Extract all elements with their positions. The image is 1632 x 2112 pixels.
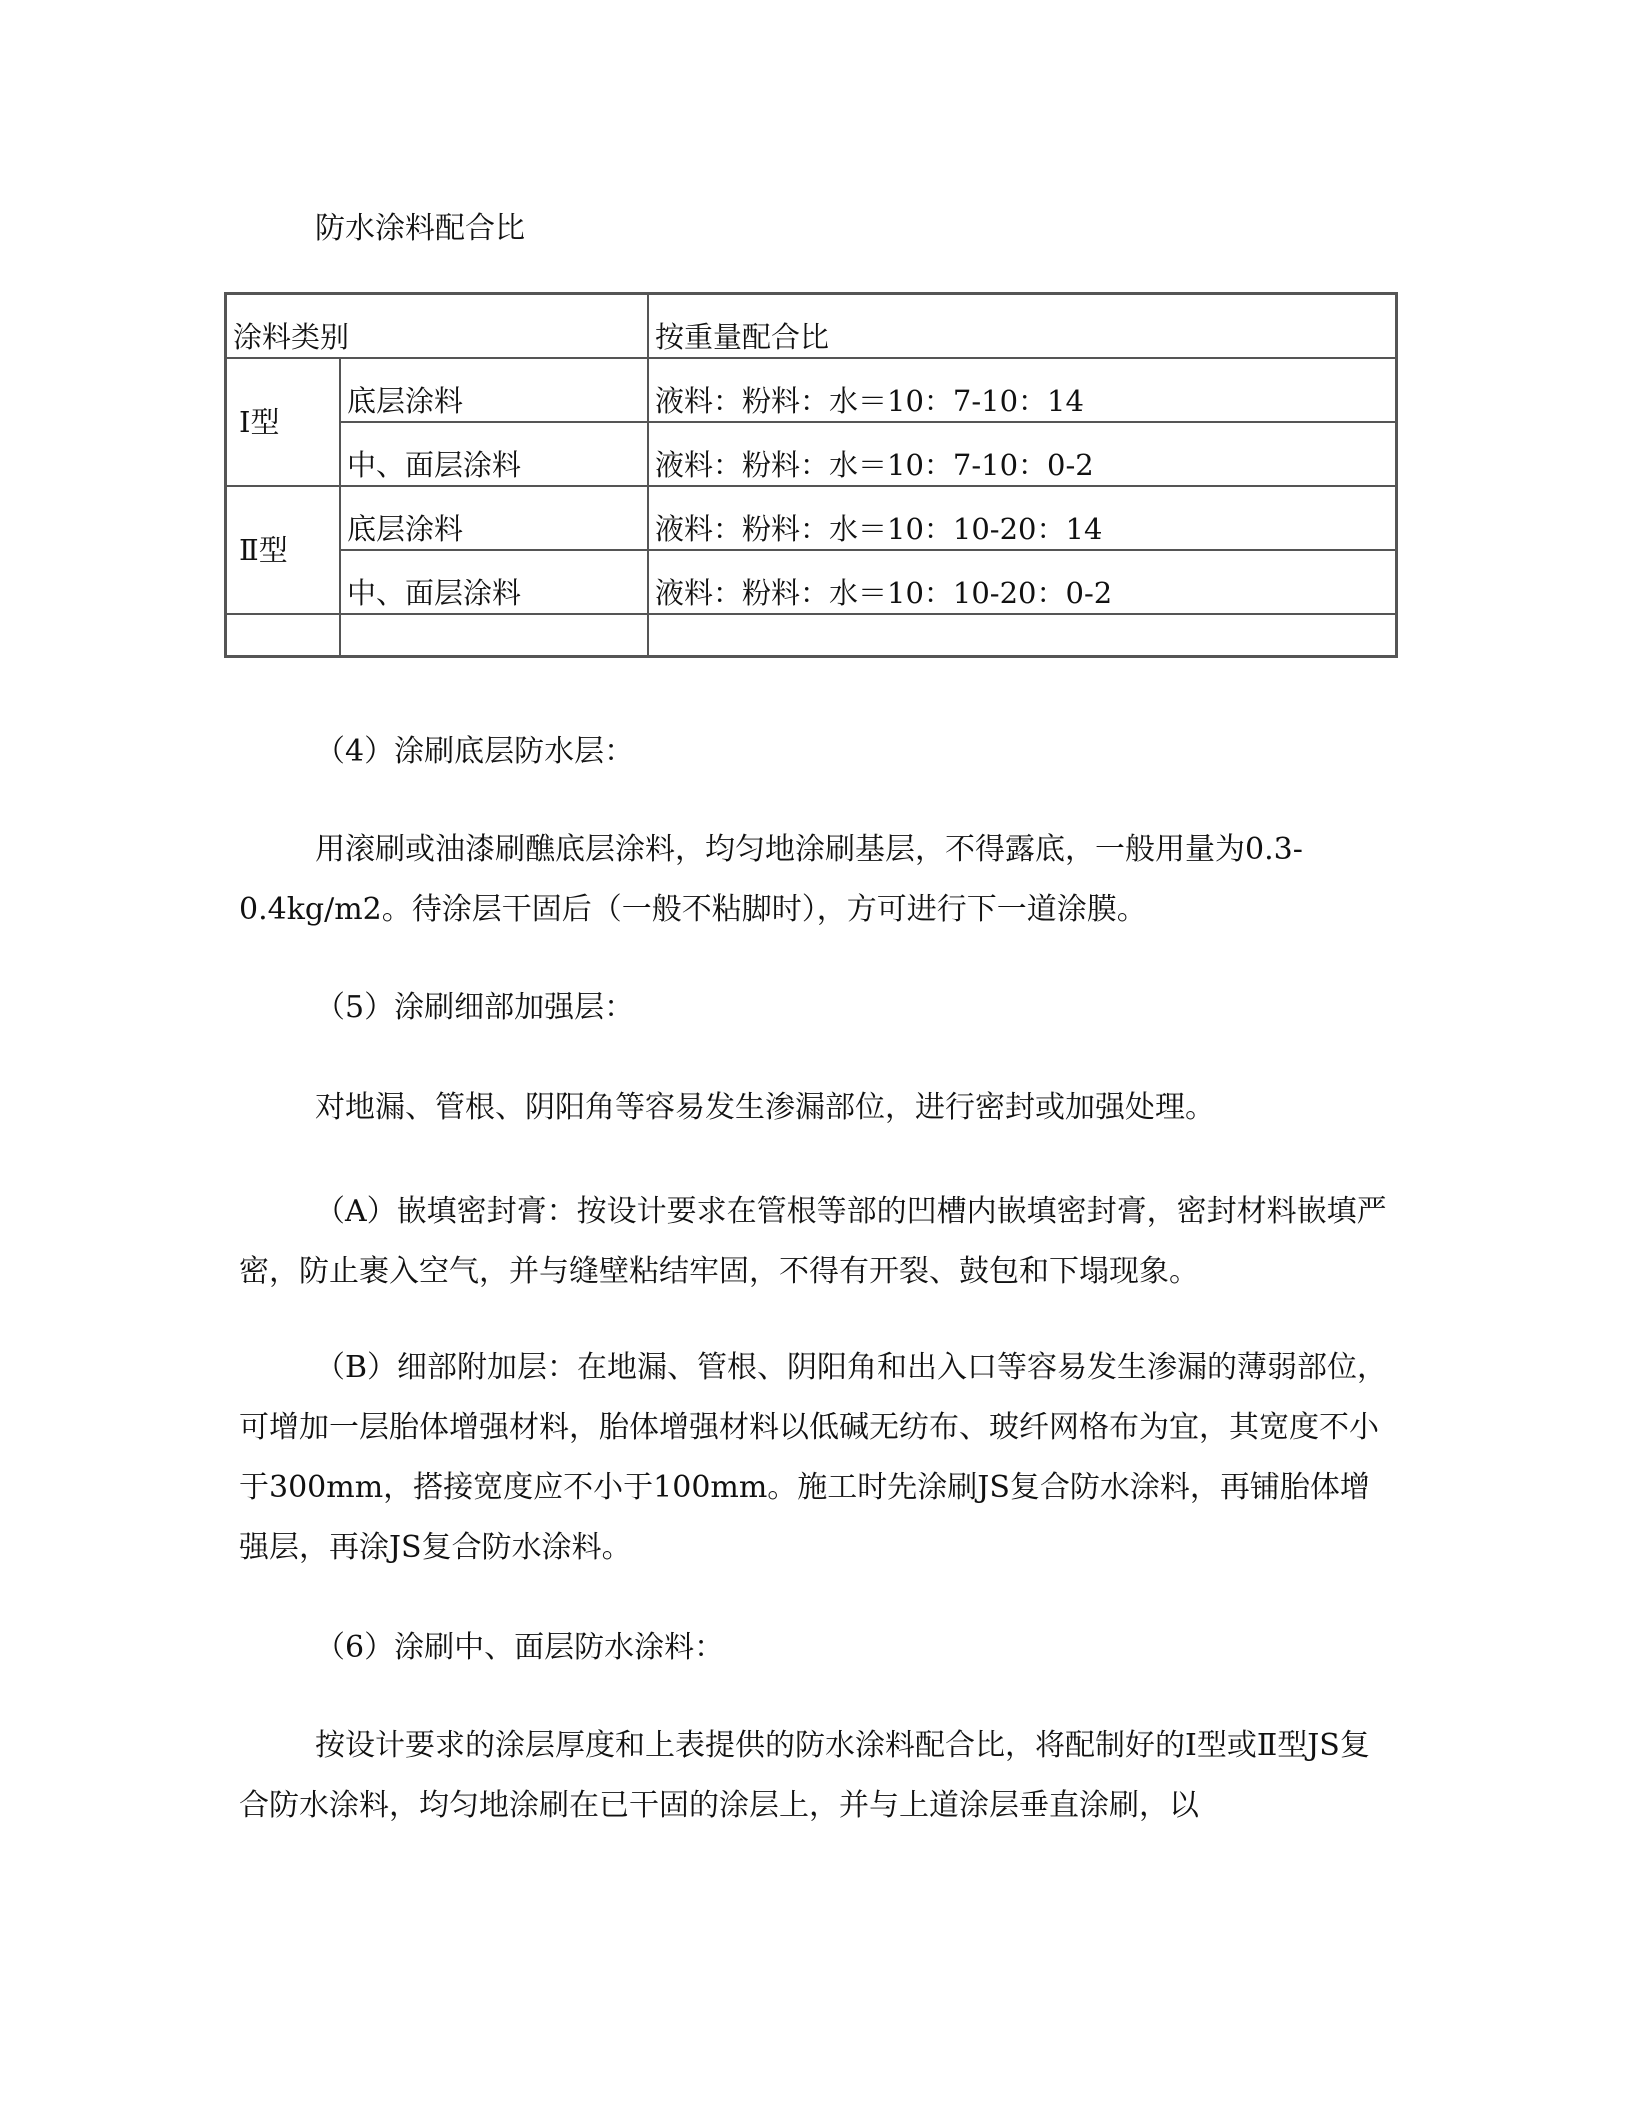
header-ratio: 按重量配合比 [648,294,1397,359]
table-row [226,486,1397,550]
mix-ratio-table [224,292,1398,658]
table-row [226,550,1397,614]
section-heading-6: （6）涂刷中、面层防水涂料： [315,1630,725,1665]
header-category: 涂料类别 [226,294,649,359]
table-empty-row [226,614,1397,657]
ratio-cell: 液料：粉料：水＝10：10-20：0-2 [648,550,1397,614]
empty-cell [226,614,341,657]
layer-cell: 中、面层涂料 [340,550,648,614]
empty-cell [340,614,648,657]
paragraph: 按设计要求的涂层厚度和上表提供的防水涂料配合比，将配制好的Ⅰ型或Ⅱ型JS复合防水涂料，均匀地涂刷在已干固的涂层上，并与上道涂层垂直涂刷，以 [239,1728,1370,1823]
section-heading-5: （5）涂刷细部加强层： [315,990,635,1025]
table-row [226,422,1397,486]
section-heading-4: （4）涂刷底层防水层： [315,734,635,769]
type-cell: Ⅱ型 [226,486,341,614]
type-cell: Ⅰ型 [226,358,341,486]
layer-cell: 中、面层涂料 [340,422,648,486]
paragraph: 对地漏、管根、阴阳角等容易发生渗漏部位，进行密封或加强处理。 [315,1090,1215,1125]
paragraph: 用滚刷或油漆刷醮底层涂料，均匀地涂刷基层，不得露底，一般用量为0.3-0.4kg/m2。待涂层干固后（一般不粘脚时），方可进行下一道涂膜。 [239,832,1303,927]
empty-cell [648,614,1397,657]
paragraph-a: （A）嵌填密封膏：按设计要求在管根等部的凹槽内嵌填密封膏，密封材料嵌填严密，防止裹入空气，并与缝壁粘结牢固，不得有开裂、鼓包和下塌现象。 [239,1194,1387,1289]
ratio-cell: 液料：粉料：水＝10：7-10：14 [648,358,1397,422]
layer-cell: 底层涂料 [340,358,648,422]
table-row [226,358,1397,422]
layer-cell: 底层涂料 [340,486,648,550]
table-header-row [226,294,1397,359]
ratio-cell: 液料：粉料：水＝10：10-20：14 [648,486,1397,550]
table-title: 防水涂料配合比 [315,211,525,246]
ratio-cell: 液料：粉料：水＝10：7-10：0-2 [648,422,1397,486]
paragraph-b: （B）细部附加层：在地漏、管根、阴阳角和出入口等容易发生渗漏的薄弱部位，可增加一层胎体增强材料，胎体增强材料以低碱无纺布、玻纤网格布为宜，其宽度不小于300mm，搭接宽度应不小于100mm。施工时先涂刷JS复合防水涂料，再铺胎体增强层，再涂JS复合防水涂料。 [239,1350,1388,1565]
